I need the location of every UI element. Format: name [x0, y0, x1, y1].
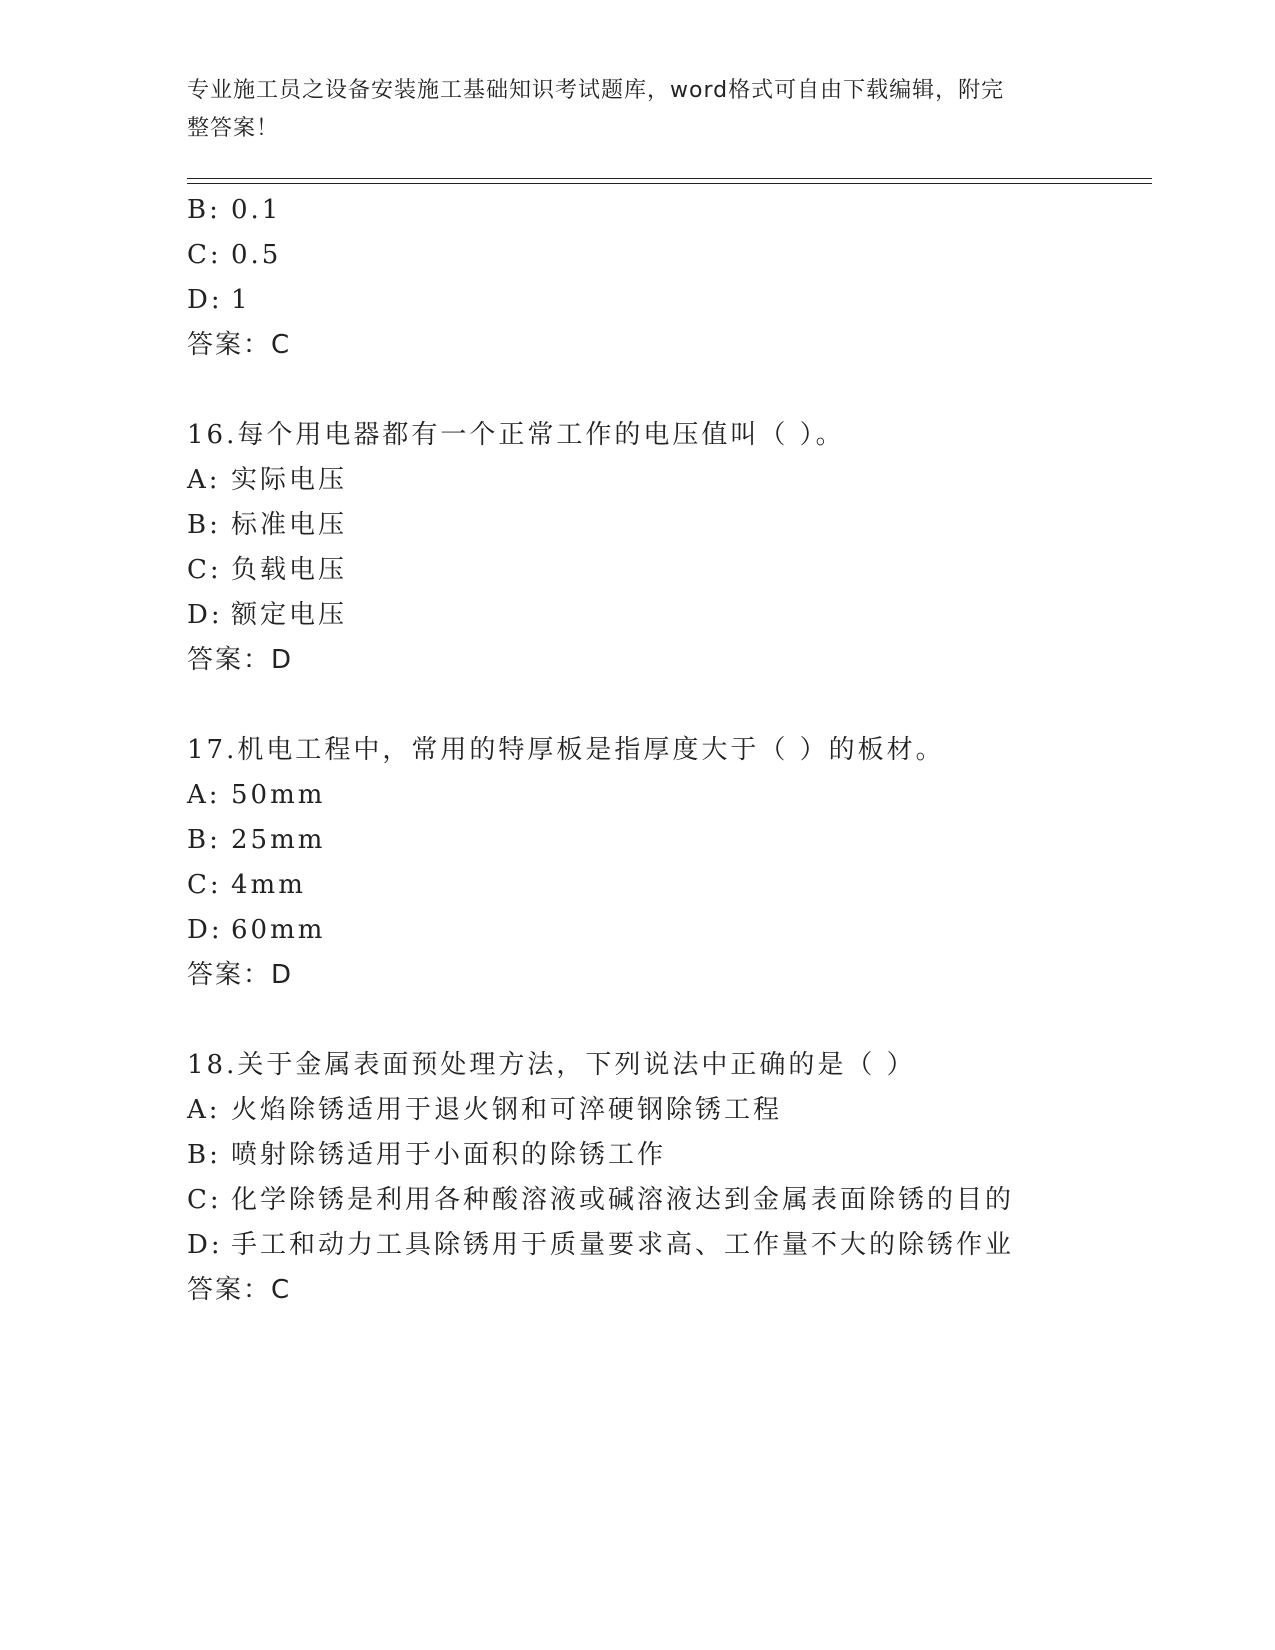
option-c [187, 868, 306, 902]
option-text: 60mm [231, 915, 326, 945]
option-letter: B: [187, 1140, 221, 1170]
document-header [187, 72, 1067, 148]
question-17: 17.机电工程中，常用的特厚板是指厚度大于（ ）的板材。 [187, 735, 945, 765]
option-letter: A: [187, 780, 221, 810]
header-divider-top [187, 178, 1152, 179]
option-letter: C: [187, 240, 222, 270]
answer: 答案：C [187, 330, 292, 360]
option-c [187, 1183, 1014, 1217]
option-text: 负载电压 [231, 555, 348, 585]
option-text: 25mm [231, 825, 326, 855]
option-a [187, 463, 347, 497]
header-divider-bottom [187, 183, 1152, 184]
option-text: 实际电压 [231, 465, 348, 495]
option-letter: D: [187, 1230, 223, 1260]
option-c [187, 238, 281, 272]
option-d [187, 598, 347, 632]
option-letter: B: [187, 825, 221, 855]
header-line-1: 专业施工员之设备安装施工基础知识考试题库，word格式可自由下载编辑，附完 [187, 78, 1005, 103]
option-text: 标准电压 [231, 510, 348, 540]
option-text: 4mm [231, 870, 306, 900]
option-text: 0.1 [231, 195, 282, 225]
option-text: 0.5 [231, 240, 282, 270]
option-letter: D: [187, 285, 223, 315]
answer: 答案：D [187, 960, 294, 990]
question-16: 16.每个用电器都有一个正常工作的电压值叫（ ）。 [187, 420, 845, 450]
option-a [187, 778, 325, 812]
option-letter: C: [187, 870, 222, 900]
option-text: 化学除锈是利用各种酸溶液或碱溶液达到金属表面除锈的目的 [231, 1185, 1015, 1215]
option-b [187, 823, 325, 857]
option-letter: C: [187, 1185, 222, 1215]
answer: 答案：D [187, 645, 294, 675]
question-18: 18.关于金属表面预处理方法，下列说法中正确的是（ ） [187, 1050, 916, 1080]
option-letter: A: [187, 1095, 221, 1125]
header-line-2: 整答案！ [187, 116, 280, 141]
option-text: 火焰除锈适用于退火钢和可淬硬钢除锈工程 [231, 1095, 783, 1125]
option-letter: D: [187, 915, 223, 945]
option-text: 50mm [231, 780, 326, 810]
option-d [187, 913, 325, 947]
option-text: 喷射除锈适用于小面积的除锈工作 [231, 1140, 667, 1170]
option-a [187, 1093, 782, 1127]
option-b [187, 508, 347, 542]
option-text: 手工和动力工具除锈用于质量要求高、工作量不大的除锈作业 [231, 1230, 1015, 1260]
option-letter: B: [187, 510, 221, 540]
option-d [187, 1228, 1014, 1262]
option-text: 1 [231, 285, 251, 315]
option-letter: A: [187, 465, 221, 495]
option-letter: B: [187, 195, 221, 225]
option-b [187, 193, 281, 227]
option-c [187, 553, 347, 587]
option-letter: D: [187, 600, 223, 630]
answer: 答案：C [187, 1275, 292, 1305]
option-text: 额定电压 [231, 600, 348, 630]
option-d [187, 283, 251, 317]
option-letter: C: [187, 555, 222, 585]
option-b [187, 1138, 666, 1172]
